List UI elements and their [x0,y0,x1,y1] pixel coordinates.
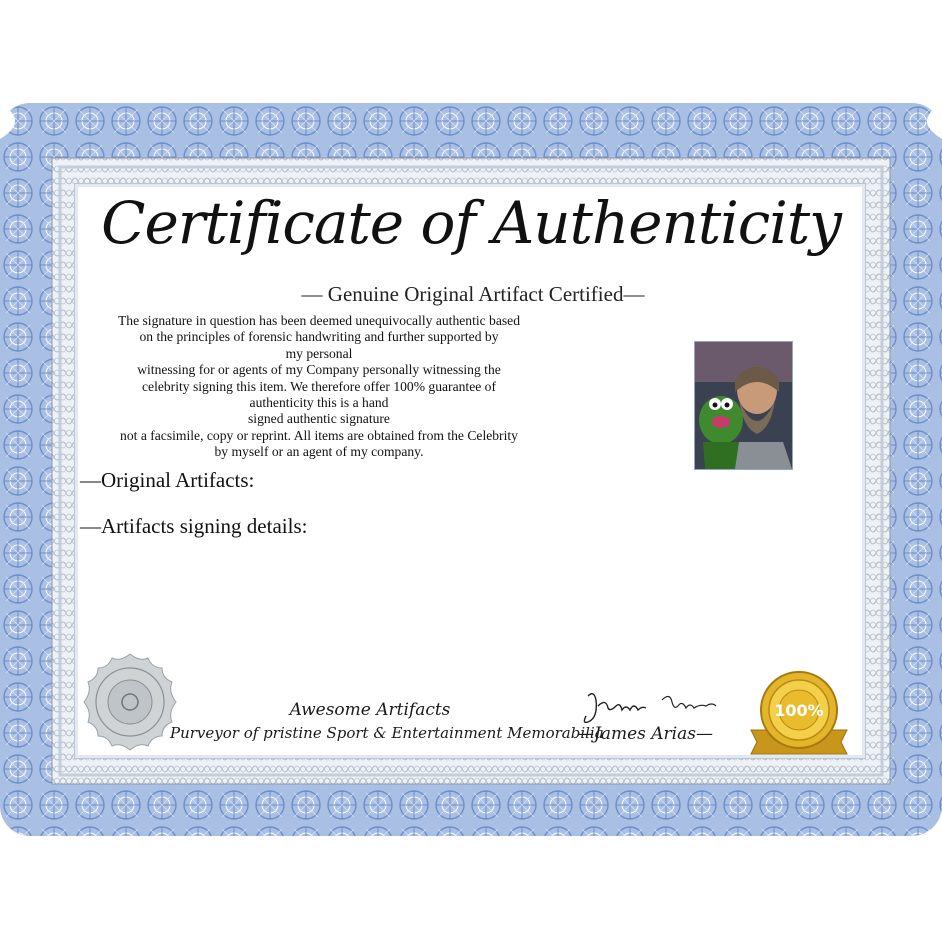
statement-line: on the principles of forensic handwriting and further supported by [139,329,499,345]
handwritten-signature [580,688,720,728]
statement-line: The signature in question has been deemed unequivocally authentic based [117,313,521,328]
company-name: Awesome Artifacts [289,700,451,720]
statement-line: by myself or an agent of my company. [214,444,424,460]
authenticity-statement [84,313,554,461]
gold-guarantee-seal [747,668,851,758]
original-artifacts-field: —Original Artifacts: [80,468,255,492]
statement-line: celebrity signing this item. We therefore offer 100% guarantee of [142,378,496,394]
gold-seal-percent: 100% [774,701,824,720]
certificate-subtitle: — Genuine Original Artifact Certified— [301,282,645,306]
signer-name: —James Arias— [577,724,713,744]
company-tagline: Purveyor of pristine Sport & Entertainment Memorabilia [170,724,604,742]
signing-details-field: —Artifacts signing details: [80,514,308,538]
statement-line: my personal [285,345,353,361]
certificate-title: Certificate of Authenticity [101,189,841,257]
notary-seal [78,650,182,754]
statement-line: not a facsimile, copy or reprint. All items are obtained from the Celebrity [120,427,518,443]
statement-line: witnessing for or agents of my Company personally witnessing the [137,362,501,378]
statement-line: signed authentic signature [248,411,390,427]
celebrity-photo [694,341,793,470]
statement-line: authenticity this is a hand [249,395,389,411]
